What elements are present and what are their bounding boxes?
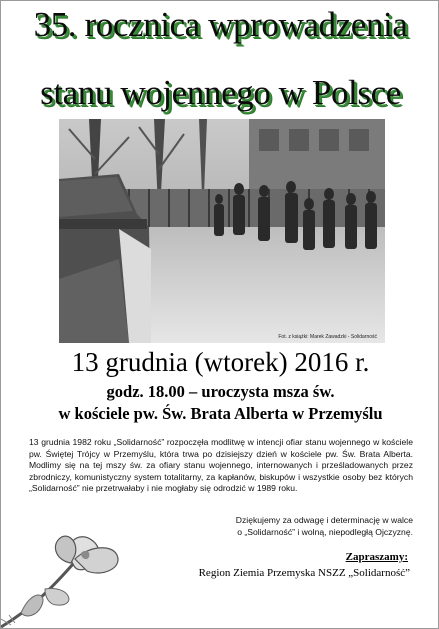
thanks-block [151,515,413,538]
title-line-1: 35. rocznica wprowadzenia [33,5,408,44]
thanks-line-2: o „Solidarność” i wolną, niepodległą Ojczyznę. [237,526,413,537]
photo-credit: Fot. z książki: Marek Zawadzki - Solidarność [278,334,377,340]
title-line-2: stanu wojennego w Polsce [40,73,401,112]
organizer-name: Region Ziemia Przemyska NSZZ „Solidarność” [198,567,410,579]
photo-illustration [59,119,385,343]
event-date: 13 grudnia (wtorek) 2016 r. [71,347,370,377]
event-time: godz. 18.00 – uroczysta msza św. [106,382,335,401]
body-paragraph: 13 grudnia 1982 roku „Solidarność” rozpoczęła modlitwę w intencji ofiar stanu wojennego w kościele pw. Świętej Trójcy w Przemyślu, która trwa po dzisiejszy dzień w kościele pw. Św. Brata Alberta. Modlimy się na tej mszy św. za ofiary stanu wojennego, internowanych i prześladowanych przez zbrodniczy, komunistyczny system totalitarny, za kapłanów, biskupów i wszystkie osoby bez których „Solidarność” nie przetrwałaby i nie mogłaby się odrodzić w 1989 roku. [29,437,413,493]
flower-decoration-icon [1,519,141,629]
event-location: w kościele pw. Św. Brata Alberta w Przemyślu [58,404,383,423]
historical-photo [59,119,385,343]
invite-label: Zapraszamy: [345,551,408,563]
thanks-line-1: Dziękujemy za odwagę i determinację w walce [235,515,413,525]
